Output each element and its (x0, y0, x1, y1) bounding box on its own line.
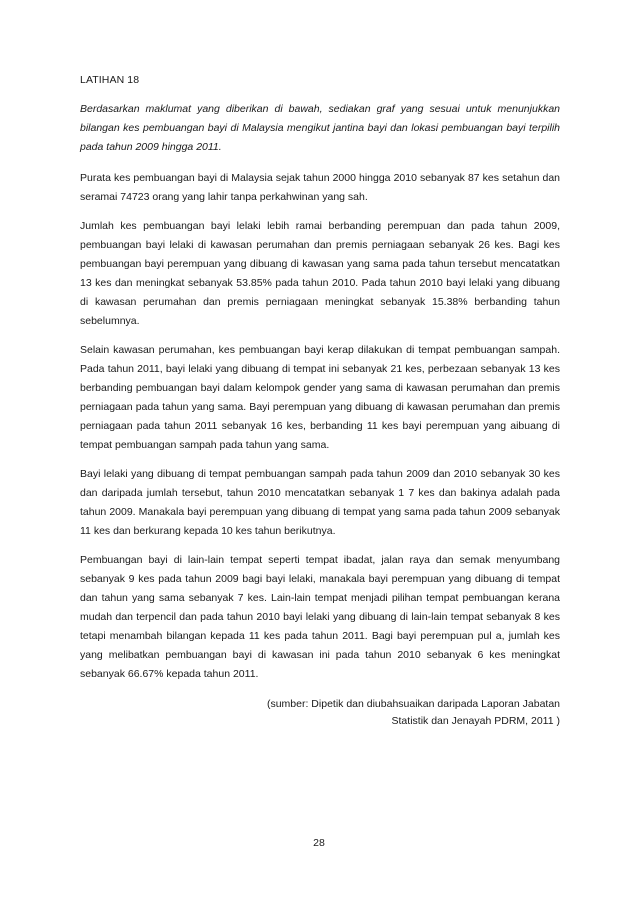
exercise-heading: LATIHAN 18 (80, 74, 140, 86)
source-line-1: (sumber: Dipetik dan diubahsuaikan daripada Laporan Jabatan (266, 698, 560, 710)
body-paragraph-3: Selain kawasan perumahan, kes pembuangan bayi kerap dilakukan di tempat pembuangan sampah. Pada tahun 2011, bayi lelaki yang dibuang di tempat ini sebanyak 21 kes, perbezaan sebanyak 13 kes berbanding pembuangan bayi dalam kelompok gender yang sama di kawasan perumahan dan premis perniagaan pada tahun yang sama. Bayi perempuan yang dibuang di kawasan perumahan dan premis perniagaan pada tahun 2011 sebanyak 16 kes, berbanding 11 kes bayi perempuan yang aibuang di tempat pembuangan sampah pada tahun yang sama. (80, 344, 560, 451)
page-number: 28 (313, 837, 325, 849)
instruction-paragraph: Berdasarkan maklumat yang diberikan di bawah, sediakan graf yang sesuai untuk menunjukkan bilangan kes pembuangan bayi di Malaysia mengikut jantina bayi dan lokasi pembuangan bayi terpilih pada tahun 2009 hingga 2011. (80, 103, 560, 153)
body-paragraph-4: Bayi lelaki yang dibuang di tempat pembuangan sampah pada tahun 2009 dan 2010 sebanyak 30 kes dan daripada jumlah tersebut, tahun 2010 mencatatkan sebanyak 1 7 kes dan bakinya adalah pada tahun 2009. Manakala bayi perempuan yang dibuang di tempat yang sama pada tahun 2009 sebanyak 11 kes dan berkurang kepada 10 kes tahun berikutnya. (80, 468, 560, 537)
source-line-2: Statistik dan Jenayah PDRM, 2011 ) (391, 715, 560, 727)
body-paragraph-1: Purata kes pembuangan bayi di Malaysia sejak tahun 2000 hingga 2010 sebanyak 87 kes setahun dan seramai 74723 orang yang lahir tanpa perkahwinan yang sah. (80, 172, 560, 203)
body-paragraph-5: Pembuangan bayi di lain-lain tempat seperti tempat ibadat, jalan raya dan semak menyumbang sebanyak 9 kes pada tahun 2009 bagi bayi lelaki, manakala bayi perempuan yang dibuang di tempat dan tahun yang sama sebanyak 7 kes. Lain-lain tempat menjadi pilihan tempat pembuangan kerana mudah dan terpencil dan pada tahun 2010 bayi lelaki yang dibuang di lain-lain tempat sebanyak 8 kes tetapi menambah bilangan kepada 11 kes pada tahun 2011. Bagi bayi perempuan pul a, jumlah kes yang melibatkan pembuangan bayi di kawasan ini pada tahun 2010 sebanyak 6 kes meningkat sebanyak 66.67% kepada tahun 2011. (80, 554, 560, 680)
source-citation (80, 696, 560, 730)
body-paragraph-2: Jumlah kes pembuangan bayi lelaki lebih ramai berbanding perempuan dan pada tahun 2009, pembuangan bayi lelaki di kawasan perumahan dan premis perniagaan sebanyak 26 kes. Bagi kes pembuangan bayi perempuan yang dibuang di kawasan yang sama pada tahun tersebut mencatatkan 13 kes dan meningkat sebanyak 53.85% pada tahun 2010. Pada tahun 2010 bayi lelaki yang dibuang di kawasan perumahan dan premis perniagaan meningkat sebanyak 15.38% berbanding tahun sebelumnya. (80, 220, 560, 327)
document-page (80, 72, 560, 730)
